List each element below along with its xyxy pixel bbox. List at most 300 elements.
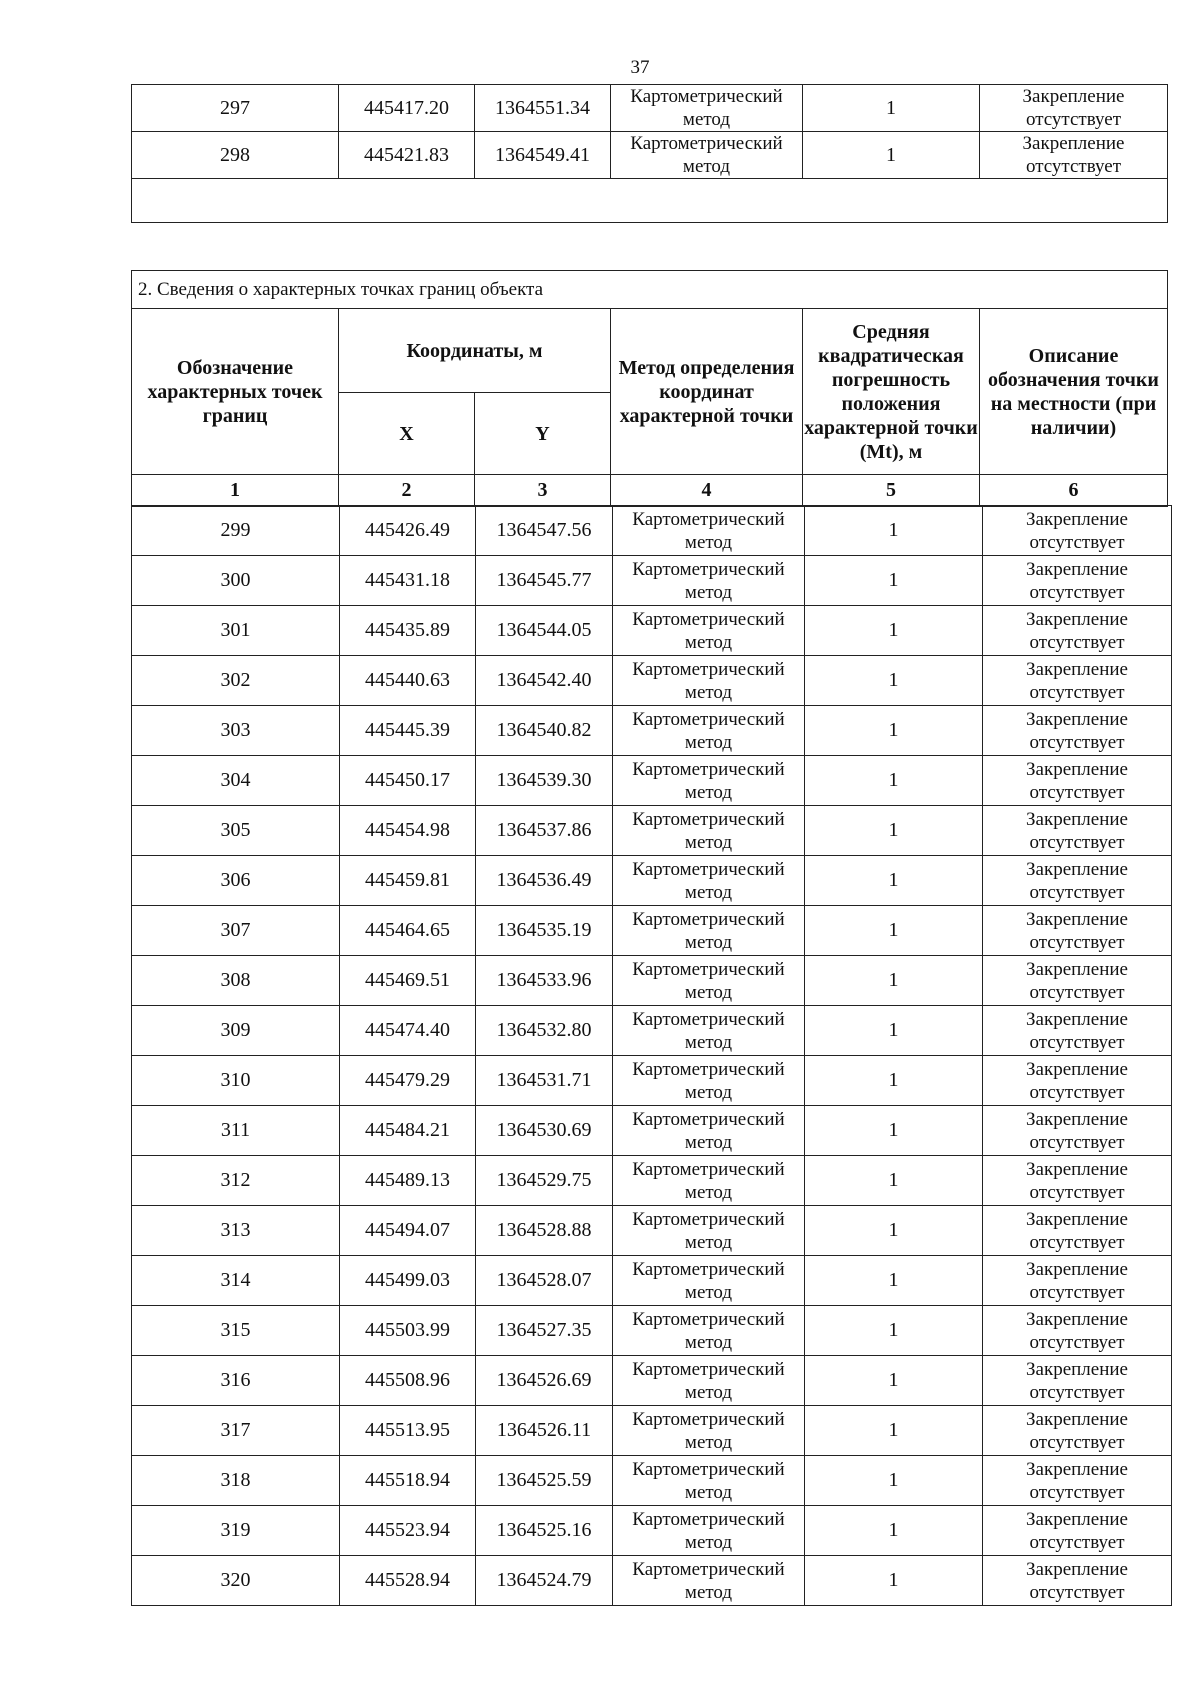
- coord-x-value: 445417.20: [364, 96, 449, 119]
- coord-x-value: 445484.21: [365, 1119, 450, 1141]
- coord-y: [476, 656, 613, 706]
- coord-y: [476, 906, 613, 956]
- point-id-value: 298: [220, 143, 250, 166]
- table-row: [132, 1306, 1172, 1356]
- method: [613, 1106, 805, 1156]
- method-line: Картометрический: [632, 1158, 785, 1180]
- coord-y: [476, 756, 613, 806]
- mt-value-text: 1: [888, 1019, 899, 1041]
- coord-x: [340, 1006, 476, 1056]
- coord-x: [340, 1156, 476, 1206]
- coord-y-value: 1364542.40: [496, 669, 592, 691]
- method: [613, 706, 805, 756]
- page-number: 37: [630, 57, 650, 78]
- desc-line: Закрепление: [1026, 1558, 1128, 1580]
- desc-line: Закрепление: [1022, 133, 1125, 154]
- method-line: метод: [684, 731, 733, 753]
- header-desc: Описание обозначения точки на местности (при наличии): [980, 309, 1168, 475]
- mt-value-text: 1: [888, 1269, 899, 1291]
- method: [613, 606, 805, 656]
- coord-y-value: 1364528.07: [496, 1269, 592, 1291]
- coord-x-value: 445426.49: [365, 519, 450, 541]
- method-line: метод: [684, 831, 733, 853]
- method: [613, 1506, 805, 1556]
- point-id: [132, 1106, 340, 1156]
- description: [983, 856, 1172, 906]
- method-line: метод: [684, 1381, 733, 1403]
- coord-y-value: 1364539.30: [496, 769, 592, 791]
- coord-y: [476, 1056, 613, 1106]
- description: [983, 1456, 1172, 1506]
- desc-line: Закрепление: [1026, 1158, 1128, 1180]
- table-row: [132, 1556, 1172, 1606]
- mt-value: [805, 1506, 983, 1556]
- description: [983, 1506, 1172, 1556]
- description: [983, 1106, 1172, 1156]
- continuation-table: [131, 84, 1168, 223]
- mt-value-text: 1: [888, 1469, 899, 1491]
- desc-line: Закрепление: [1026, 1508, 1128, 1530]
- desc-line: отсутствует: [1029, 1381, 1125, 1403]
- description: [983, 506, 1172, 556]
- method-line: метод: [684, 1081, 733, 1103]
- coord-x-value: 445494.07: [365, 1219, 450, 1241]
- desc-line: Закрепление: [1026, 1208, 1128, 1230]
- coord-y-value: 1364535.19: [496, 919, 592, 941]
- point-id: [132, 506, 340, 556]
- coord-y-value: 1364544.05: [496, 619, 592, 641]
- table-row: [132, 1256, 1172, 1306]
- desc-line: Закрепление: [1026, 608, 1128, 630]
- desc-line: отсутствует: [1029, 581, 1125, 603]
- method-line: метод: [682, 156, 731, 177]
- mt-value-text: 1: [888, 1169, 899, 1191]
- mt-value: [805, 1256, 983, 1306]
- table-row: [132, 1056, 1172, 1106]
- header-method: Метод определения координат характерной точки: [611, 309, 803, 475]
- method: [613, 1206, 805, 1256]
- method-line: метод: [684, 1331, 733, 1353]
- method-line: Картометрический: [632, 508, 785, 530]
- coord-x: [340, 1106, 476, 1156]
- header-y: Y: [475, 393, 611, 475]
- coord-y: [476, 706, 613, 756]
- mt-value: [805, 1406, 983, 1456]
- point-id-value: 305: [220, 819, 251, 841]
- table-row: [132, 606, 1172, 656]
- coord-y-value: 1364529.75: [496, 1169, 592, 1191]
- point-id: [132, 1506, 340, 1556]
- col-number: 2: [339, 475, 475, 507]
- point-id-value: 311: [220, 1119, 251, 1141]
- method-line: Картометрический: [632, 558, 785, 580]
- coord-y: [476, 1206, 613, 1256]
- desc-line: Закрепление: [1026, 1258, 1128, 1280]
- mt-value: [805, 1206, 983, 1256]
- description: [983, 756, 1172, 806]
- coord-y-value: 1364549.41: [495, 143, 590, 166]
- desc-line: отсутствует: [1029, 1431, 1125, 1453]
- coord-y-value: 1364525.16: [496, 1519, 592, 1541]
- method-line: метод: [684, 981, 733, 1003]
- coord-y: [475, 85, 611, 132]
- method: [613, 956, 805, 1006]
- method-line: Картометрический: [632, 1058, 785, 1080]
- coord-y-value: 1364540.82: [496, 719, 592, 741]
- mt-value-text: 1: [888, 819, 899, 841]
- coord-x: [340, 956, 476, 1006]
- method-line: метод: [684, 681, 733, 703]
- mt-value-text: 1: [886, 96, 896, 119]
- coord-y: [476, 1456, 613, 1506]
- col-number: 3: [475, 475, 611, 507]
- coord-x-value: 445479.29: [365, 1069, 450, 1091]
- coord-x-value: 445499.03: [365, 1269, 450, 1291]
- desc-line: отсутствует: [1029, 781, 1125, 803]
- mt-value: [805, 556, 983, 606]
- method: [611, 85, 803, 132]
- point-id: [132, 1256, 340, 1306]
- table-row: [132, 756, 1172, 806]
- method: [613, 506, 805, 556]
- method: [613, 1556, 805, 1606]
- coord-y: [476, 1106, 613, 1156]
- coord-x: [340, 1456, 476, 1506]
- coord-y: [476, 956, 613, 1006]
- method-line: Картометрический: [632, 1008, 785, 1030]
- description: [983, 906, 1172, 956]
- method: [613, 1006, 805, 1056]
- point-id: [132, 85, 339, 132]
- table-row: [132, 656, 1172, 706]
- coord-x: [339, 85, 475, 132]
- method: [613, 1456, 805, 1506]
- method-line: метод: [684, 631, 733, 653]
- method: [613, 1406, 805, 1456]
- description: [983, 806, 1172, 856]
- coord-x-value: 445459.81: [365, 869, 450, 891]
- table-row: [132, 1356, 1172, 1406]
- description: [983, 956, 1172, 1006]
- col-number: 5: [803, 475, 980, 507]
- mt-value-text: 1: [888, 669, 899, 691]
- table-row: [132, 1456, 1172, 1506]
- method: [613, 556, 805, 606]
- description: [983, 1056, 1172, 1106]
- method-line: метод: [684, 1531, 733, 1553]
- point-id: [132, 656, 340, 706]
- table-row: [132, 906, 1172, 956]
- point-id-value: 320: [220, 1569, 251, 1591]
- method-line: метод: [682, 109, 731, 130]
- coord-x-value: 445518.94: [365, 1469, 450, 1491]
- desc-line: Закрепление: [1026, 1308, 1128, 1330]
- desc-line: Закрепление: [1026, 958, 1128, 980]
- description: [980, 85, 1168, 132]
- points-header-table: [131, 270, 1168, 507]
- mt-value-text: 1: [888, 1119, 899, 1141]
- coord-y-value: 1364528.88: [496, 1219, 592, 1241]
- method-line: Картометрический: [632, 1108, 785, 1130]
- desc-line: Закрепление: [1026, 1358, 1128, 1380]
- method: [613, 756, 805, 806]
- mt-value: [805, 1156, 983, 1206]
- coord-y: [476, 1256, 613, 1306]
- mt-value-text: 1: [888, 869, 899, 891]
- desc-line: отсутствует: [1029, 1481, 1125, 1503]
- point-id-value: 318: [220, 1469, 251, 1491]
- desc-line: отсутствует: [1029, 1181, 1125, 1203]
- point-id: [132, 1356, 340, 1406]
- desc-line: отсутствует: [1029, 1031, 1125, 1053]
- mt-value: [803, 132, 980, 179]
- desc-line: Закрепление: [1022, 86, 1125, 107]
- method-line: Картометрический: [632, 708, 785, 730]
- mt-value-text: 1: [888, 969, 899, 991]
- mt-value: [805, 1456, 983, 1506]
- table-row: [132, 956, 1172, 1006]
- method: [613, 656, 805, 706]
- method: [613, 906, 805, 956]
- coord-y: [476, 1306, 613, 1356]
- coord-y: [476, 1506, 613, 1556]
- coord-y: [476, 1556, 613, 1606]
- coord-x: [340, 1406, 476, 1456]
- method-line: метод: [684, 1181, 733, 1203]
- coord-y-value: 1364524.79: [496, 1569, 592, 1591]
- point-id-value: 317: [220, 1419, 251, 1441]
- mt-value: [805, 1106, 983, 1156]
- description: [983, 1406, 1172, 1456]
- point-id-value: 297: [220, 96, 250, 119]
- point-id-value: 310: [220, 1069, 251, 1091]
- method-line: Картометрический: [632, 658, 785, 680]
- point-id-value: 312: [220, 1169, 251, 1191]
- point-id-value: 306: [220, 869, 251, 891]
- desc-line: отсутствует: [1029, 831, 1125, 853]
- point-id: [132, 1306, 340, 1356]
- coord-x-value: 445508.96: [365, 1369, 450, 1391]
- point-id-value: 299: [220, 519, 251, 541]
- desc-line: Закрепление: [1026, 1108, 1128, 1130]
- point-id: [132, 1206, 340, 1256]
- coord-y-value: 1364526.69: [496, 1369, 592, 1391]
- col-number: 4: [611, 475, 803, 507]
- mt-value-text: 1: [888, 719, 899, 741]
- point-id: [132, 956, 340, 1006]
- table-row: [132, 1506, 1172, 1556]
- mt-value: [805, 656, 983, 706]
- coord-x-value: 445440.63: [365, 669, 450, 691]
- table-row: [132, 1206, 1172, 1256]
- point-id-value: 308: [220, 969, 251, 991]
- method-line: Картометрический: [632, 1208, 785, 1230]
- point-id-value: 301: [220, 619, 251, 641]
- desc-line: Закрепление: [1026, 1408, 1128, 1430]
- coord-x-value: 445469.51: [365, 969, 450, 991]
- point-id: [132, 556, 340, 606]
- mt-value-text: 1: [888, 1569, 899, 1591]
- desc-line: Закрепление: [1026, 708, 1128, 730]
- method-line: метод: [684, 931, 733, 953]
- point-id-value: 315: [220, 1319, 251, 1341]
- coord-x-value: 445523.94: [365, 1519, 450, 1541]
- coord-x: [340, 806, 476, 856]
- empty-row: [132, 179, 1168, 223]
- method-line: метод: [684, 1431, 733, 1453]
- coord-y: [476, 506, 613, 556]
- mt-value: [805, 1356, 983, 1406]
- coord-y: [476, 1356, 613, 1406]
- mt-value: [805, 856, 983, 906]
- method-line: метод: [684, 1581, 733, 1603]
- coord-y: [476, 1156, 613, 1206]
- coord-y-value: 1364532.80: [496, 1019, 592, 1041]
- method-line: метод: [684, 1031, 733, 1053]
- coord-x: [340, 756, 476, 806]
- desc-line: Закрепление: [1026, 658, 1128, 680]
- point-id: [132, 756, 340, 806]
- table-row: [132, 85, 1168, 132]
- point-id-value: 316: [220, 1369, 251, 1391]
- desc-line: отсутствует: [1029, 881, 1125, 903]
- desc-line: Закрепление: [1026, 558, 1128, 580]
- desc-line: отсутствует: [1029, 931, 1125, 953]
- coord-x-value: 445474.40: [365, 1019, 450, 1041]
- section-title: 2. Сведения о характерных точках границ объекта: [132, 271, 1168, 309]
- description: [983, 1306, 1172, 1356]
- method-line: Картометрический: [632, 1358, 785, 1380]
- mt-value-text: 1: [888, 619, 899, 641]
- coord-x-value: 445464.65: [365, 919, 450, 941]
- method-line: Картометрический: [632, 1308, 785, 1330]
- coord-y: [476, 1006, 613, 1056]
- table-row: [132, 556, 1172, 606]
- coord-x: [340, 1556, 476, 1606]
- header-x: X: [339, 393, 475, 475]
- coord-x: [339, 132, 475, 179]
- desc-line: Закрепление: [1026, 1458, 1128, 1480]
- mt-value: [805, 756, 983, 806]
- method-line: Картометрический: [632, 1458, 785, 1480]
- point-id-value: 309: [220, 1019, 251, 1041]
- description: [983, 656, 1172, 706]
- method-line: метод: [684, 781, 733, 803]
- point-id-value: 319: [220, 1519, 251, 1541]
- header-mt: Средняя квадратическая погрешность положения характерной точки (Mt), м: [803, 309, 980, 475]
- desc-line: Закрепление: [1026, 1058, 1128, 1080]
- description: [983, 1156, 1172, 1206]
- method-line: метод: [684, 1131, 733, 1153]
- description: [983, 706, 1172, 756]
- coord-y: [476, 606, 613, 656]
- mt-value-text: 1: [888, 1319, 899, 1341]
- header-coords: Координаты, м: [339, 309, 611, 393]
- point-id-value: 307: [220, 919, 251, 941]
- method-line: метод: [684, 1231, 733, 1253]
- coord-y-value: 1364527.35: [496, 1319, 592, 1341]
- method: [613, 1056, 805, 1106]
- method: [613, 856, 805, 906]
- method: [613, 806, 805, 856]
- desc-line: отсутствует: [1029, 981, 1125, 1003]
- description: [983, 1356, 1172, 1406]
- mt-value-text: 1: [888, 919, 899, 941]
- desc-line: отсутствует: [1029, 1581, 1125, 1603]
- point-id: [132, 906, 340, 956]
- mt-value: [803, 85, 980, 132]
- point-id: [132, 1556, 340, 1606]
- coord-y: [475, 132, 611, 179]
- method-line: Картометрический: [632, 958, 785, 980]
- table-row: [132, 1406, 1172, 1456]
- coord-x: [340, 1256, 476, 1306]
- point-id-value: 302: [220, 669, 251, 691]
- coord-y-value: 1364536.49: [496, 869, 592, 891]
- points-table: [131, 505, 1172, 1606]
- mt-value: [805, 1006, 983, 1056]
- description: [983, 606, 1172, 656]
- coord-x-value: 445503.99: [365, 1319, 450, 1341]
- coord-x: [340, 906, 476, 956]
- method-line: Картометрический: [632, 758, 785, 780]
- mt-value: [805, 1056, 983, 1106]
- method-line: метод: [684, 581, 733, 603]
- coord-x: [340, 506, 476, 556]
- coord-x: [340, 656, 476, 706]
- col-number: 6: [980, 475, 1168, 507]
- description: [983, 1556, 1172, 1606]
- point-id: [132, 1156, 340, 1206]
- coord-y: [476, 856, 613, 906]
- method-line: Картометрический: [632, 808, 785, 830]
- coord-x: [340, 706, 476, 756]
- table-row: [132, 856, 1172, 906]
- mt-value: [805, 956, 983, 1006]
- method-line: Картометрический: [632, 1508, 785, 1530]
- method: [611, 132, 803, 179]
- point-id: [132, 1456, 340, 1506]
- coord-x-value: 445450.17: [365, 769, 450, 791]
- method-line: Картометрический: [632, 1558, 785, 1580]
- point-id-value: 314: [220, 1269, 251, 1291]
- description: [983, 1206, 1172, 1256]
- coord-y-value: 1364530.69: [496, 1119, 592, 1141]
- mt-value: [805, 1556, 983, 1606]
- point-id: [132, 606, 340, 656]
- method-line: метод: [684, 1481, 733, 1503]
- coord-x-value: 445513.95: [365, 1419, 450, 1441]
- col-number: 1: [132, 475, 339, 507]
- desc-line: Закрепление: [1026, 858, 1128, 880]
- coord-y-value: 1364533.96: [496, 969, 592, 991]
- desc-line: Закрепление: [1026, 1008, 1128, 1030]
- mt-value: [805, 506, 983, 556]
- coord-y-value: 1364537.86: [496, 819, 592, 841]
- method-line: Картометрический: [630, 86, 783, 107]
- mt-value-text: 1: [888, 1519, 899, 1541]
- point-id-value: 313: [220, 1219, 251, 1241]
- mt-value: [805, 1306, 983, 1356]
- description: [983, 556, 1172, 606]
- method-line: Картометрический: [632, 858, 785, 880]
- header-designation: Обозначение характерных точек границ: [132, 309, 339, 475]
- desc-line: отсутствует: [1029, 1281, 1125, 1303]
- coord-x: [340, 606, 476, 656]
- desc-line: отсутствует: [1025, 156, 1122, 177]
- desc-line: отсутствует: [1029, 1081, 1125, 1103]
- method: [613, 1156, 805, 1206]
